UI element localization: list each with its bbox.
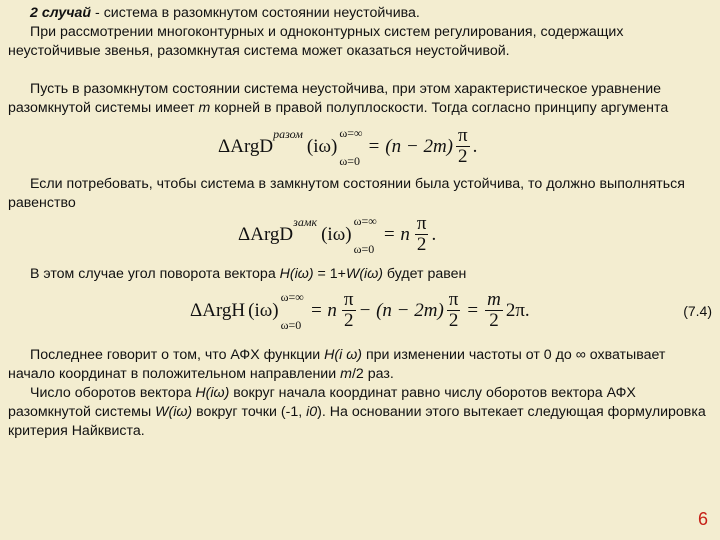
paragraph-text: Последнее говорит о том, что АФХ функции [30, 347, 325, 363]
paragraph-text: Число оборотов вектора [30, 385, 196, 401]
formula-equals: = [368, 135, 380, 157]
fraction-denominator: 2 [343, 310, 354, 331]
formula-fraction [415, 214, 429, 255]
variable-m: m [340, 366, 352, 382]
formula-open-loop [218, 126, 477, 167]
formula-equals: = n [309, 299, 337, 321]
case-label: 2 случай [30, 5, 92, 21]
formula-limits [354, 215, 377, 255]
fraction-numerator: π [448, 289, 459, 310]
formula-fraction-1 [342, 290, 356, 331]
formula-rotation [190, 290, 530, 331]
formula-argument: (iω) [306, 135, 338, 157]
paragraph-text: Пусть в разомкнутом состоянии система неустойчива, при этом характеристическое уравнение разомкнутой системы имеет [8, 81, 662, 116]
formula-limits [281, 291, 304, 331]
function-w: W(iω) [155, 404, 193, 420]
formula-equals: = [467, 299, 479, 321]
formula-end: . [472, 135, 478, 157]
paragraph-text: при изменении частоты от 0 до ∞ охватывает начало координат в положительном направлении [8, 347, 666, 382]
formula-superscript: разом [273, 127, 303, 141]
fraction-numerator: π [416, 213, 427, 234]
formula-superscript: замк [293, 215, 318, 229]
fraction-denominator: 2 [448, 310, 459, 331]
limit-lower: ω=0 [353, 241, 375, 256]
formula-lhs: ΔArgH [190, 299, 246, 321]
paragraph-text: вокруг точки (-1, [192, 404, 307, 420]
limit-lower: ω=0 [280, 317, 302, 332]
paragraph-text: корней в правой полуплоскости. Тогда согласно принципу аргумента [210, 100, 669, 116]
formula-limits [339, 127, 362, 167]
function-h: H(i ω) [324, 347, 363, 363]
fraction-denominator: 2 [489, 310, 499, 331]
paragraph-text: В этом случае угол поворота вектора [30, 266, 280, 282]
formula-end: . [431, 223, 437, 245]
fraction-denominator: 2 [416, 234, 427, 255]
case-text: - система в разомкнутом состоянии неустойчива. [91, 5, 420, 21]
paragraph-rotation-angle [8, 265, 708, 284]
formula-fraction-3 [485, 290, 503, 331]
variable-i0: i0 [306, 404, 318, 420]
paragraph-multicontour [8, 23, 708, 61]
variable-m: m [198, 100, 211, 116]
equation-number: (7.4) [683, 303, 712, 319]
formula-equals: = n [382, 223, 410, 245]
formula-lhs: ΔArgD [218, 135, 274, 157]
function-h: H(iω) [279, 266, 314, 282]
formula-end: 2π. [505, 299, 530, 321]
paragraph-text: будет равен [382, 266, 467, 282]
formula-fraction [456, 126, 470, 167]
function-w: W(iω) [345, 266, 383, 282]
paragraph-text: = 1+ [313, 266, 346, 282]
paragraph-text: При рассмотрении многоконтурных и одноконтурных систем регулирования, содержащих неустойчивые звенья, разомкнутая система может оказаться неустойчивой. [8, 24, 624, 59]
function-h: H(iω) [195, 385, 230, 401]
formula-argument: (iω) [248, 299, 279, 321]
formula-closed-loop [238, 214, 436, 255]
paragraph-nyquist [8, 384, 708, 441]
limit-lower: ω=0 [339, 153, 361, 168]
formula-expression: − (n − 2m) [358, 299, 444, 321]
fraction-numerator: m [487, 289, 501, 310]
formula-argument: (iω) [321, 223, 352, 245]
formula-expression: (n − 2m) [385, 135, 453, 157]
paragraph-argument-principle [8, 80, 708, 118]
paragraph-afh [8, 346, 708, 384]
limit-upper: ω=∞ [280, 289, 304, 304]
paragraph-text: Если потребовать, чтобы система в замкнутом состоянии была устойчива, то должно выполняться равенство [8, 176, 685, 211]
limit-upper: ω=∞ [339, 125, 363, 140]
limit-upper: ω=∞ [353, 213, 377, 228]
fraction-numerator: π [343, 289, 354, 310]
paragraph-case2 [8, 4, 708, 23]
paragraph-closed-loop [8, 175, 708, 213]
fraction-denominator: 2 [458, 146, 468, 167]
paragraph-text: вокруг начала координат равно числу оборотов вектора АФХ разомкнутой системы [8, 385, 636, 420]
paragraph-text: ). На основании этого вытекает следующая формулировка критерия Найквиста. [8, 404, 706, 439]
paragraph-text: /2 раз. [351, 366, 394, 382]
fraction-numerator: π [458, 125, 468, 146]
formula-fraction-2 [447, 290, 461, 331]
page-number: 6 [697, 509, 708, 529]
formula-lhs: ΔArgD [238, 223, 294, 245]
